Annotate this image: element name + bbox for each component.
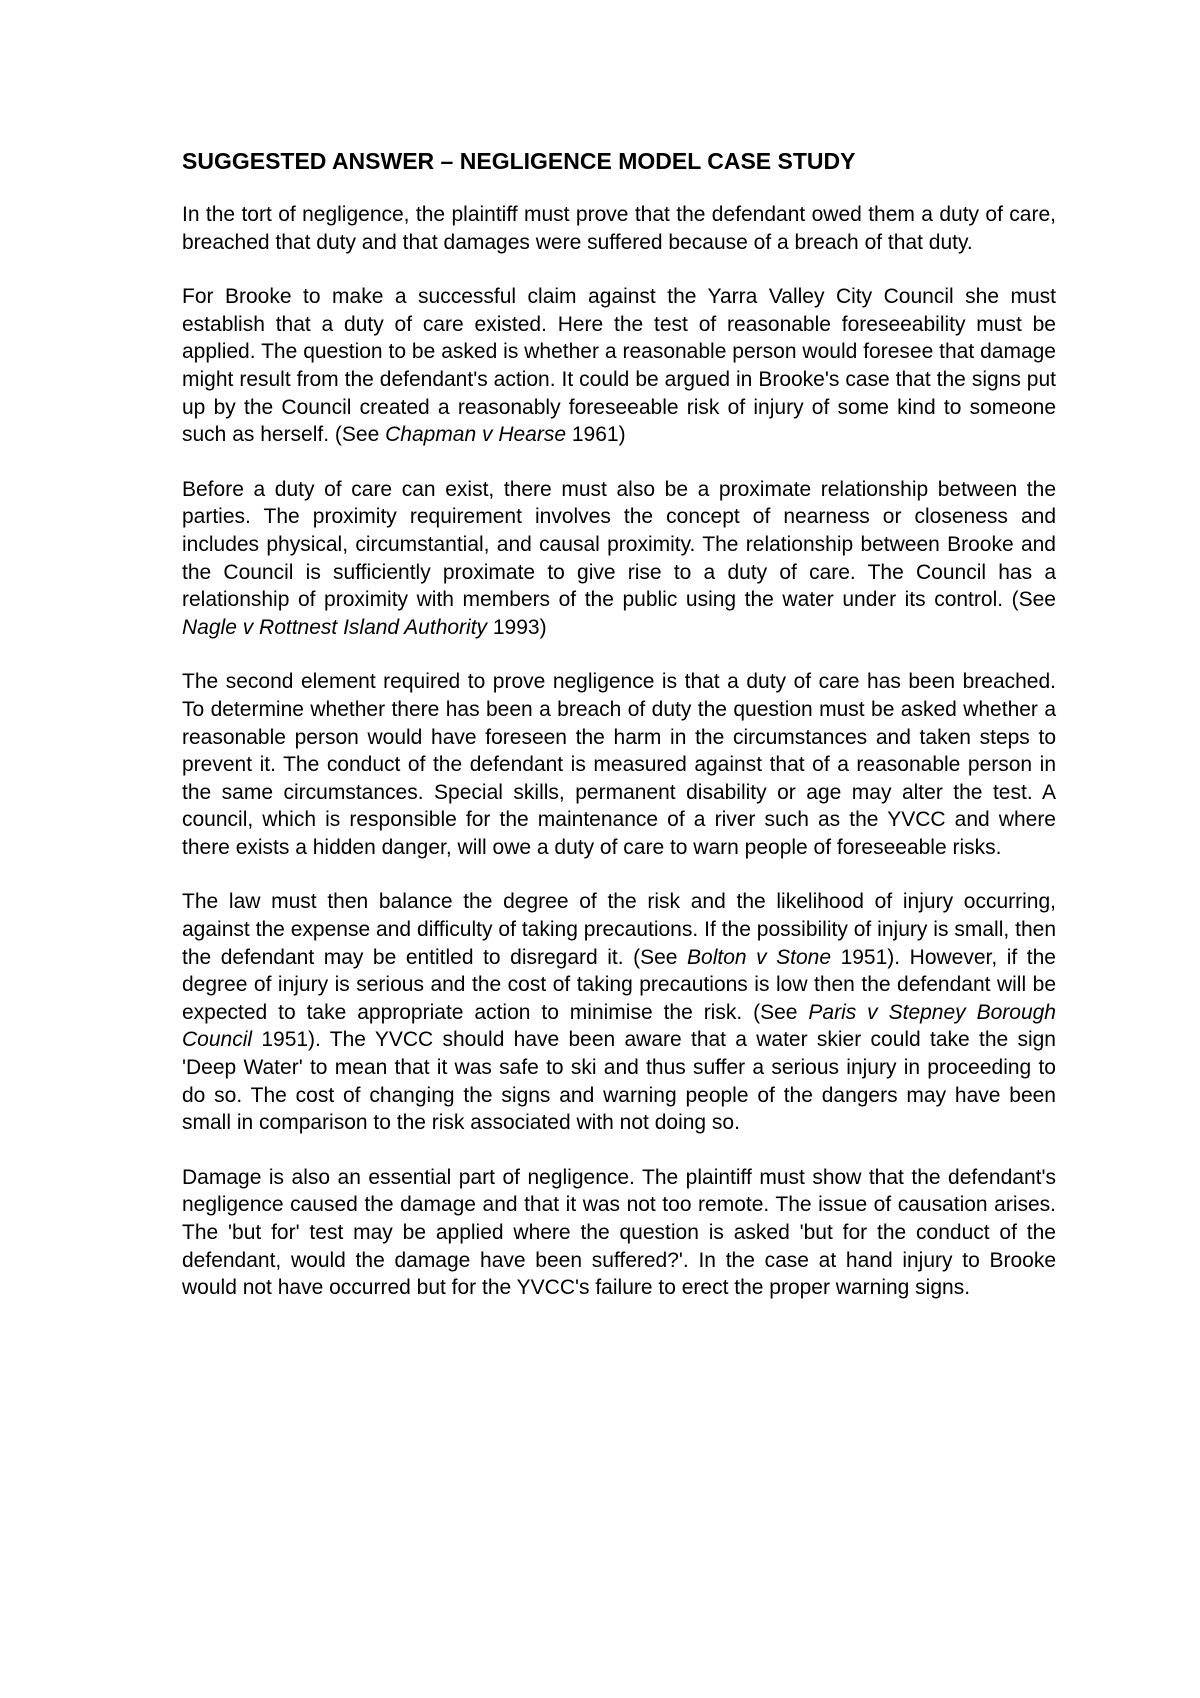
paragraph-text: Before a duty of care can exist, there must also be a proximate relationship between the parties. The proximity requirement involves the concept of nearness or closeness and includes physical, circumstantial, and causal proximity. The relationship between Brooke and the Council is sufficiently proximate to give rise to a duty of care. The Council has a relationship of proximity with members of the public using the water under its control. (See xyxy=(182,477,1056,612)
paragraph-breach: The second element required to prove negligence is that a duty of care has been breached. To determine whether there has been a breach of duty the question must be asked whether a reasonable person would have foreseen the harm in the circumstances and taken steps to prevent it. The conduct of the defendant is measured against that of a reasonable person in the same circumstances. Special skills, permanent disability or age may alter the test. A council, which is responsible for the maintenance of a river such as the YVCC and where there exists a hidden danger, will owe a duty of care to warn people of foreseeable risks. xyxy=(182,670,1056,859)
case-citation: Chapman v Hearse xyxy=(385,423,567,447)
paragraph-text: For Brooke to make a successful claim against the Yarra Valley City Council she must establish that a duty of care existed. Here the test of reasonable foreseeability must be applied. The question to be asked is whether a reasonable person would foresee that damage might result from the defendant's action. It could be argued in Brooke's case that the signs put up by the Council created a reasonably foreseeable risk of injury of some kind to someone such as herself. (See xyxy=(182,285,1056,447)
paragraph-proximity xyxy=(182,476,1056,642)
paragraph-text: 1993) xyxy=(487,615,547,639)
paragraph-text: 1961) xyxy=(566,423,626,447)
case-citation: Nagle v Rottnest Island Authority xyxy=(182,615,488,639)
case-citation: Bolton v Stone xyxy=(687,945,832,969)
paragraph-text: The law must then balance the degree of the risk and the likelihood of injury occurring, against the expense and difficulty of taking precautions. If the possibility of injury is small, then the defendant may be entitled to disregard it. (See xyxy=(182,890,1056,969)
document-title: SUGGESTED ANSWER – NEGLIGENCE MODEL CASE STUDY xyxy=(182,148,856,174)
paragraph-damage: Damage is also an essential part of negligence. The plaintiff must show that the defendant's negligence caused the damage and that it was not too remote. The issue of causation arises. The 'but for' test may be applied where the question is asked 'but for the conduct of the defendant, would the damage have been suffered?'. In the case at hand injury to Brooke would not have occurred but for the YVCC's failure to erect the proper warning signs. xyxy=(182,1165,1056,1300)
paragraph-risk-balance xyxy=(182,888,1056,1136)
case-citation: Paris v Stepney Borough Council xyxy=(182,1000,1056,1052)
paragraph-intro: In the tort of negligence, the plaintiff must prove that the defendant owed them a duty of care, breached that duty and that damages were suffered because of a breach of that duty. xyxy=(182,203,1056,254)
paragraph-text: 1951). The YVCC should have been aware that a water skier could take the sign 'Deep Water' to mean that it was safe to ski and thus suffer a serious injury in proceeding to do so. The cost of changing the signs and warning people of the dangers may have been small in comparison to the risk associated with not doing so. xyxy=(182,1028,1056,1135)
paragraph-duty-of-care xyxy=(182,283,1056,449)
document-page xyxy=(182,146,1056,1329)
paragraph-text: 1951). However, if the degree of injury is serious and the cost of taking precautions is low then the defendant will be expected to take appropriate action to minimise the risk. (See xyxy=(182,945,1056,1024)
